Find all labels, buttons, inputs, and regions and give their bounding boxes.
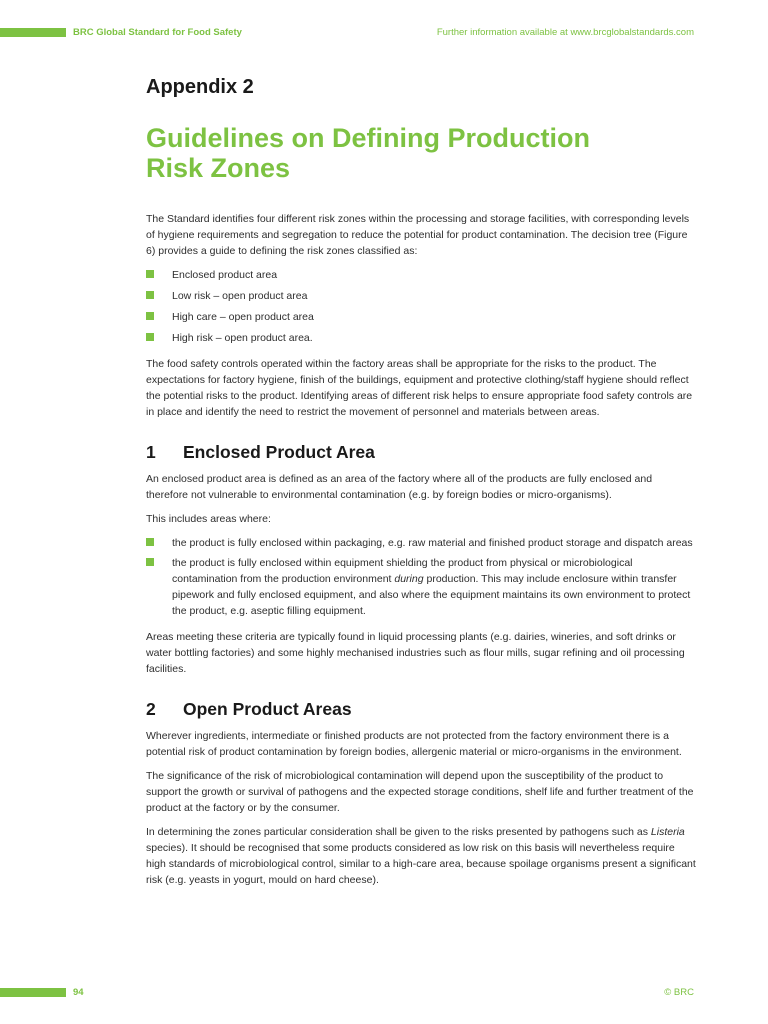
list-item-text: the product is fully enclosed within packaging, e.g. raw material and finished product storage and dispatch areas [172,537,693,549]
section-number: 1 [146,442,156,462]
section-2-paragraph-3 [146,824,696,888]
page-content [146,76,696,896]
section-heading-text: Open Product Areas [183,699,352,719]
section-number: 2 [146,699,156,719]
square-bullet-icon [146,558,154,566]
square-bullet-icon [146,538,154,546]
list-item-text: High care – open product area [172,311,314,323]
list-item [146,330,696,346]
header-accent-bar [0,28,66,37]
paragraph-text-a: In determining the zones particular consideration shall be given to the risks presented by pathogens such as [146,826,651,838]
header-standard-title: BRC Global Standard for Food Safety [73,27,242,38]
page-number: 94 [73,987,84,998]
list-item-text-b: production. This may include enclosure within transfer pipework and fully enclosed equipment, and also where the equipment maintains its own environment to protect the product, e.g. aseptic filling equipment. [172,573,691,617]
controls-paragraph: The food safety controls operated within the factory areas shall be appropriate for the risks to the product. The expectations for factory hygiene, finish of the buildings, equipment and protective clothing/staff hygiene should reflect the potential risks to the product. Identifying areas of different risk helps to ensure appropriate food safety controls are in place and identify the need to restrict the movement of personnel and materials between areas. [146,358,693,418]
emphasis-text: during [394,573,424,585]
footer-accent-bar [0,988,66,997]
list-item [146,309,696,325]
risk-zone-list [146,267,696,346]
intro-paragraph: The Standard identifies four different risk zones within the processing and storage facilities, with corresponding levels of hygiene requirements and segregation to reduce the potential for product contamination. The decision tree (Figure 6) provides a guide to defining the risk zones classified as: [146,213,690,257]
enclosed-area-list [146,535,696,619]
list-item [146,535,696,551]
list-item [146,267,696,283]
square-bullet-icon [146,333,154,341]
paragraph-text-b: species). It should be recognised that some products considered as low risk on this basis will nevertheless require high standards of microbiological control, similar to a high-care area, because spoilage organisms present a significant risk (e.g. yeasts in yogurt, mould on hard cheese). [146,842,696,886]
square-bullet-icon [146,312,154,320]
section-1-paragraph-3: Areas meeting these criteria are typically found in liquid processing plants (e.g. dairies, wineries, and soft drinks or water bottling factories) and some highly mechanised industries such as flour mills, sugar refining and oil processing facilities. [146,631,685,675]
section-2-paragraph-2: The significance of the risk of microbiological contamination will depend upon the susceptibility of the product to support the growth or survival of pathogens and the expected storage conditions, shelf life and further treatment of the product at the factory or by the consumer. [146,770,694,814]
list-item-text: High risk – open product area. [172,332,313,344]
header-website-note: Further information available at www.brcglobalstandards.com [436,27,694,38]
section-1-paragraph-2: This includes areas where: [146,513,271,525]
footer-copyright: © BRC [664,987,694,998]
section-2-heading [146,699,696,720]
list-item-text-a: the product is fully enclosed within equipment shielding the product from physical or microbiological contamination from the production environment [172,557,633,585]
list-item-text: Low risk – open product area [172,290,308,302]
appendix-label: Appendix 2 [146,76,254,98]
emphasis-text: Listeria [650,826,685,838]
list-item [146,555,696,619]
square-bullet-icon [146,291,154,299]
title-line-1: Guidelines on Defining Production [146,123,590,153]
square-bullet-icon [146,270,154,278]
list-item [146,288,696,304]
section-2-paragraph-1: Wherever ingredients, intermediate or finished products are not protected from the factory environment there is a potential risk of product contamination by foreign bodies, allergenic material or micro-organisms in the environment. [146,730,682,758]
title-line-2: Risk Zones [146,153,291,183]
section-1-heading [146,442,696,463]
page-title [146,123,696,183]
section-1-paragraph-1: An enclosed product area is defined as an area of the factory where all of the products are fully enclosed and therefore not vulnerable to environmental contamination (e.g. by foreign bodies or micro-organisms). [146,473,653,501]
list-item-text: Enclosed product area [172,269,278,281]
section-heading-text: Enclosed Product Area [183,442,375,462]
